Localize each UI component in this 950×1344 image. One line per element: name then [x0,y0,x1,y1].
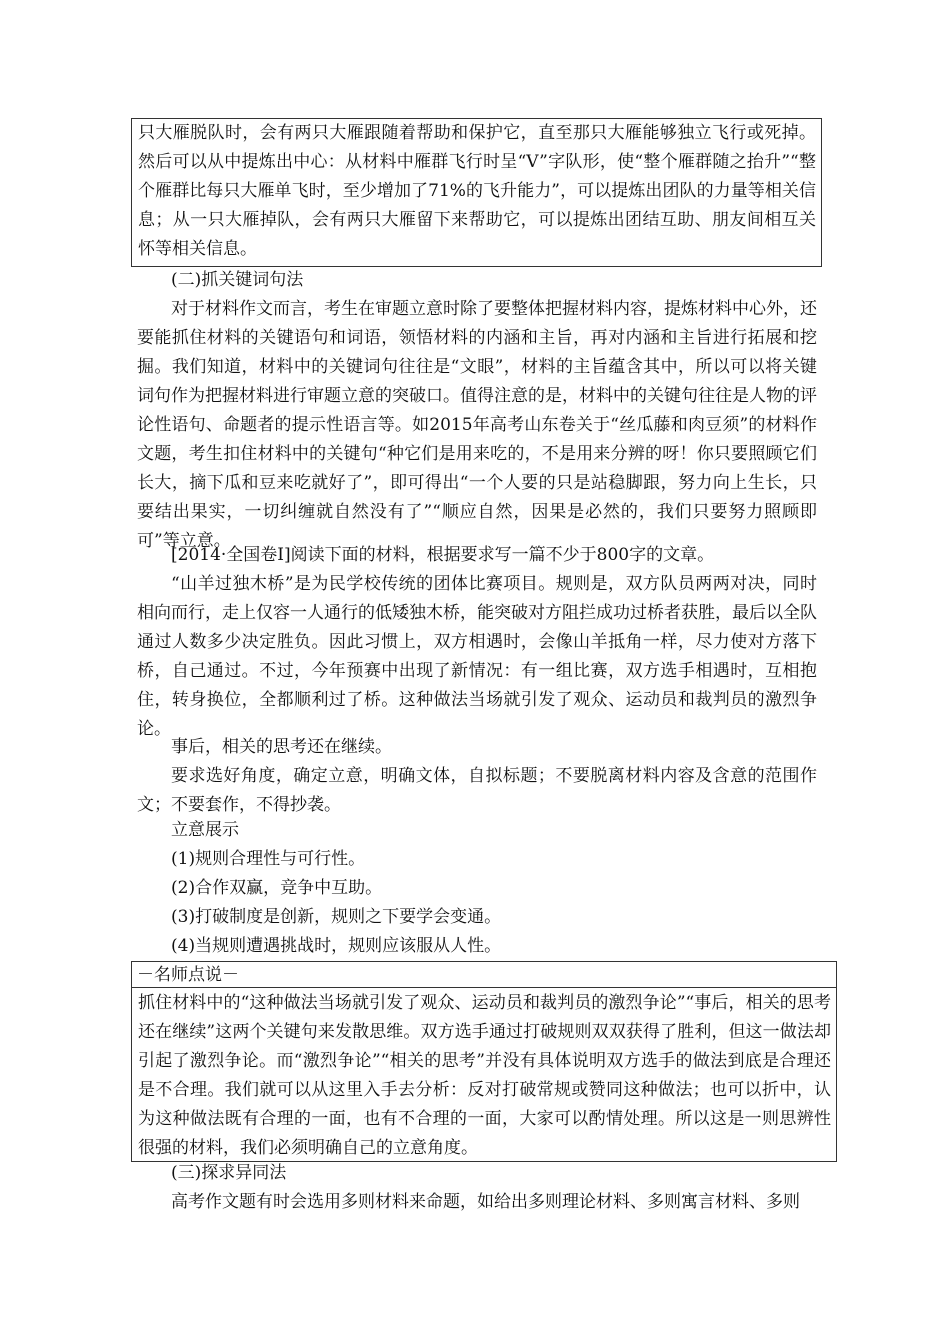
idea-item: (4)当规则遭遇挑战时，规则应该服从人性。 [171,936,502,956]
example-box-text: 只大雁脱队时，会有两只大雁跟随着帮助和保护它，直至那只大雁能够独立飞行或死掉。然后可以从中提炼出中心：从材料中雁群飞行时呈“V”字队形，使“整个雁群随之抬升”“整个雁群比每只大雁单飞时，至少增加了71%的飞升能力”，可以提炼出团队的力量等相关信息；从一只大雁掉队，会有两只大雁留下来帮助它，可以提炼出团结互助、朋友间相互关怀等相关信息。 [138,123,816,259]
last-paragraph: 高考作文题有时会选用多则材料来命题，如给出多则理论材料、多则寓言材料、多则 [171,1192,800,1212]
teacher-comment-text: 抓住材料中的“这种做法当场就引发了观众、运动员和裁判员的激烈争论”“事后，相关的思考还在继续”这两个关键句来发散思维。双方选手通过打破规则双双获得了胜利，但这一做法却引起了激烈争论。而“激烈争论”“相关的思考”并没有具体说明双方选手的做法到底是合理还是不合理。我们就可以从这里入手去分析：反对打破常规或赞同这种做法；也可以折中，认为这种做法既有合理的一面，也有不合理的一面，大家可以酌情处理。所以这是一则思辨性很强的材料，我们必须明确自己的立意角度。 [138,993,831,1158]
material-paragraph: “山羊过独木桥”是为民学校传统的团体比赛项目。规则是，双方队员两两对决，同时相向而行，走上仅容一人通行的低矮独木桥，能突破对方阻拦成功过桥者获胜，最后以全队通过人数多少决定胜负。因此习惯上，双方相遇时，会像山羊抵角一样，尽力使对方落下桥，自己通过。不过，今年预赛中出现了新情况：有一组比赛，双方选手相遇时，互相抱住，转身换位，全都顺利过了桥。这种做法当场就引发了观众、运动员和裁判员的激烈争论。 [137,574,817,739]
idea-item: (1)规则合理性与可行性。 [171,849,366,869]
requirement-paragraph: 要求选好角度，确定立意，明确文体，自拟标题；不要脱离材料内容及含意的范围作文；不要套作，不得抄袭。 [137,766,817,815]
ideas-title: 立意展示 [171,820,239,840]
method-paragraph: 对于材料作文而言，考生在审题立意时除了要整体把握材料内容，提炼材料中心外，还要能抓住材料的关键语句和词语，领悟材料的内涵和主旨，再对内涵和主旨进行拓展和挖掘。我们知道，材料中的关键词句往往是“文眼”，材料的主旨蕴含其中，所以可以将关键词句作为把握材料进行审题立意的突破口。值得注意的是，材料中的关键句往往是人物的评论性语句、命题者的提示性语言等。如2015年高考山东卷关于“丝瓜藤和肉豆须”的材料作文题，考生扣住材料中的关键句“种它们是用来吃的，不是用来分辨的呀！你只要照顾它们长大，摘下瓜和豆来吃就好了”，即可得出“一个人要的只是站稳脚跟，努力向上生长，只要结出果实，一切纠缠就自然没有了”“顺应自然，因果是必然的，我们只要努力照顾即可”等立意。 [137,299,817,551]
section-heading-2: (二)抓关键词句法 [171,270,304,290]
after-paragraph: 事后，相关的思考还在继续。 [171,737,392,757]
teacher-comment-header: －名师点说－ [137,965,239,985]
idea-item: (2)合作双赢，竞争中互助。 [171,878,383,898]
section-heading-3: (三)探求异同法 [171,1163,287,1183]
exam-intro: [2014·全国卷Ⅰ]阅读下面的材料，根据要求写一篇不少于800字的文章。 [171,545,715,565]
idea-item: (3)打破制度是创新，规则之下要学会变通。 [171,907,502,927]
